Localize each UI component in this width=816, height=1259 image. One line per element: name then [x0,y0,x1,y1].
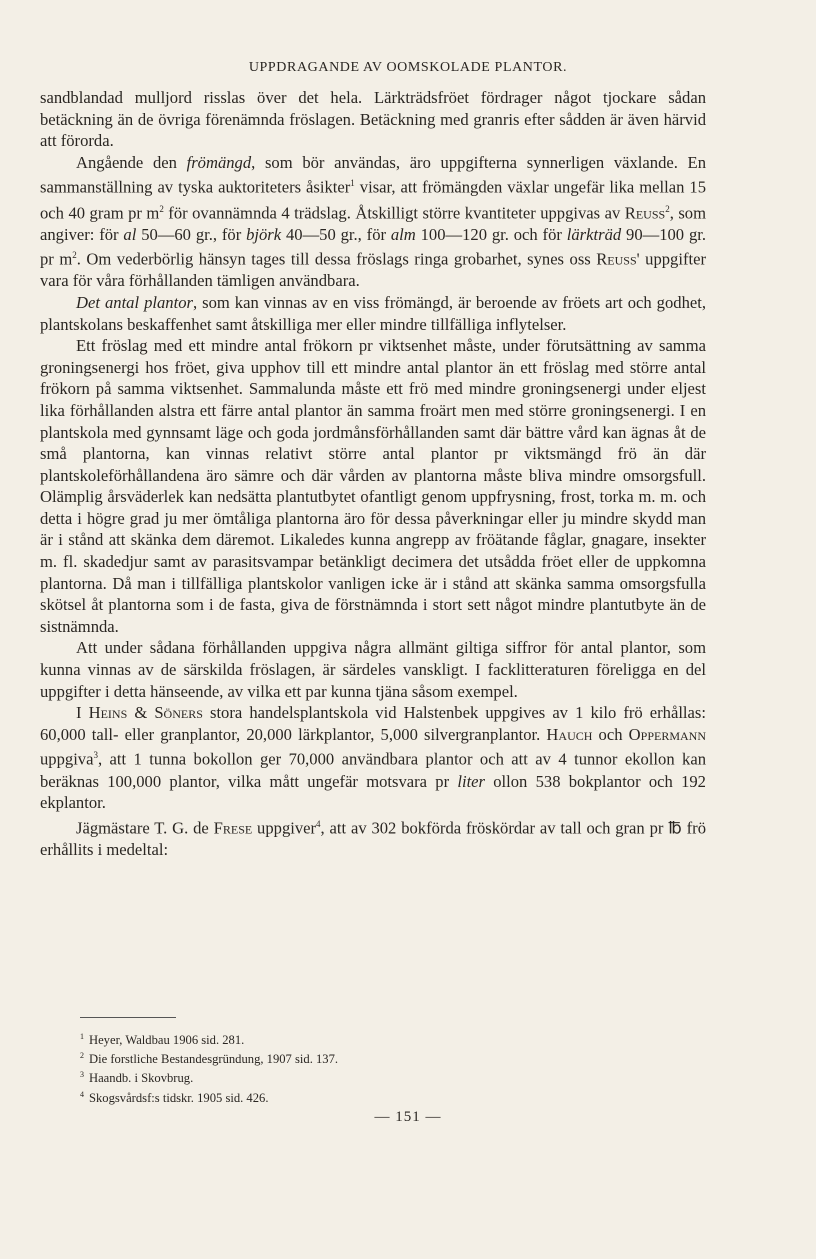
body-text [40,87,706,860]
paragraph-1: sandblandad mulljord risslas över det hela. Lärkträdsfröet fördrager något tjockare sådan betäckning än de övriga förenämnda fröslagen. Betäckning med granris efter sådden är även härvid att förorda. [40,88,706,151]
firm-heins: Heins & Söners [88,703,203,723]
pound-symbol: ℔ [668,818,682,838]
footnote: $^3$ Haandb. i Skovbrug. [80,1070,194,1086]
footnote-ref-1: 1 [350,178,355,189]
footnote: $^2$ Die forstliche Bestandesgründung, 1907 sid. 137. [80,1051,339,1067]
author-reuss: Reuss [624,203,666,223]
paragraph-4: Ett fröslag med ett mindre antal frökorn pr viktsenhet måste, under förutsättning av samma groningsenergi hos fröet, giva upphov till ett mindre antal plantor än ett fröslag med större antal frökorn på samma viktsenhet. Sammalunda måste ett frö med mindre groningsenergi under eljest lika förhållanden alstra ett färre antal plantor än samma froärt men med större groningsenergi. I en plantskola med gynnsamt läge och goda jordmånsförhållanden samt där bättre vård kan ägnas åt de små plantorna, kan vinnas relativt större antal plantor pr viktsmängd frö än där plantskoleförhållandena äro sämre och där vården av plantorna måste bliva mindre omsorgsfull. Olämplig årsväderlek kan nedsätta plantutbytet ofantligt genom uppfrysning, frost, torka m. m. och detta i högre grad ju mer ömtåliga plantorna äro för dessa påverkningar eller ju mindre skydd man är i stånd att skänka dem däremot. Likaledes kunna angrepp av fröätande fåglar, gnagare, insekter m. fl. skadedjur samt av parasitsvampar betänkligt decimera det utsådda fröet eller de uppkomna plantorna. Då man i tillfälliga plantskolor vanligen icke är i stånd att skänka samma omsorgsfulla skötsel åt plantorna som i de fasta, giva de förstnämnda i stort sett något mindre plantutbyte än de sistnämnda. [40,336,706,636]
footnotes [80,1029,680,1106]
paragraph-3: Det antal plantor, som kan vinnas av en viss frömängd, är beroende av fröets art och godhet, plantskolans beskaffenhet samt åtskilliga mer eller mindre tillfälliga inflytelser. [40,292,706,334]
running-header: UPPDRAGANDE AV OOMSKOLADE PLANTOR. [248,60,568,75]
paragraph-7: Jägmästare T. G. de Frese uppgiver$^4$, att av 302 bokförda fröskördar av tall och gran pr ℔ frö erhållits i medeltal: [40,818,707,859]
footnote-divider [80,1017,176,1018]
paragraph-6: I Heins & Söners stora handelsplantskola vid Halstenbek uppgives av 1 kilo frö erhållas: 60,000 tall- eller granplantor, 20,000 lärkplantor, 5,000 silvergranplantor. Hauch och Oppermann uppgiva$^3$, att 1 tunna bokollon ger 70,000 användbara plantor och att av 4 tunnor ekollon kan beräknas 100,000 plantor, vilka mått ungefär motsvara pr liter ollon 538 bokplantor och 192 ekplantor. [40,703,706,813]
footnote: $^4$ Skogsvårdsf:s tidskr. 1905 sid. 426. [80,1089,269,1105]
footnote-ref-3: 3 [93,750,98,761]
paragraph-5: Att under sådana förhållanden uppgiva några allmänt giltiga siffror för antal plantor, som kunna vinnas av de särskilda fröslagen, är särdeles vanskligt. I facklitteraturen föreligga en del uppgifter i detta hänseende, av vilka ett par kunna tjäna såsom exempel. [40,638,706,701]
paragraph-2: Angående den frömängd, som bör användas, äro uppgifterna synnerligen växlande. En sammanställning av tyska auktoriteters åsikter$^1$ visar, att frömängden växlar ungefär lika mellan 15 och 40 gram pr $m^2$ för ovannämnda 4 trädslag. Åtskilligt större kvantiteter uppgivas av Reuss$^2$, som angiver: för al 50—60 gr., för björk 40—50 gr., för alm 100—120 gr. och för lärkträd 90—100 gr. pr $m^2$. Om vederbörlig hänsyn tages till dessa fröslags ringa grobarhet, synes oss Reuss' uppgifter vara för våra förhållanden tämligen användbara. [40,152,707,291]
term-antal-plantor: Det antal plantor [76,292,193,312]
footnote-ref-4: 4 [316,818,321,829]
term-fromangd: frömängd [186,152,252,172]
footnote-ref-2: 2 [665,203,670,214]
footnote: $^1$ Heyer, Waldbau 1906 sid. 281. [80,1032,245,1048]
page-number: — 151 — [374,1109,442,1125]
